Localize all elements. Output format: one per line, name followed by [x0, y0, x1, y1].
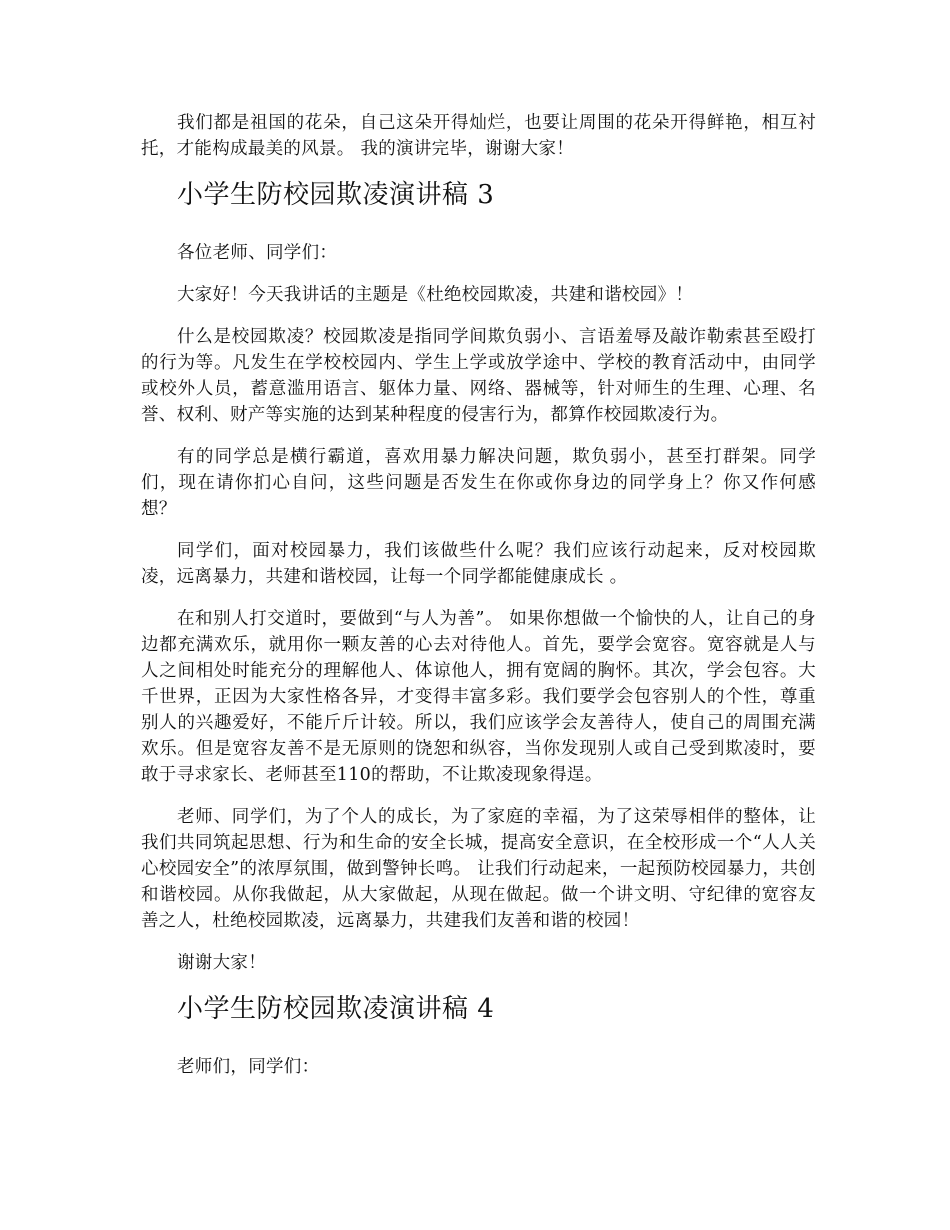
paragraph-thanks: 谢谢大家！ [177, 953, 266, 973]
paragraph-salutation: 各位老师、同学们： [177, 243, 338, 263]
paragraph-salutation-4: 老师们，同学们： [177, 1057, 320, 1077]
paragraph-closing: 我们都是祖国的花朵，自己这朵开得灿烂，也要让周围的花朵开得鲜艳，相互衬托，才能构成最美的风景。 我的演讲完毕，谢谢大家！ [141, 113, 816, 159]
paragraph-kindness: 在和别人打交道时，要做到“与人为善”。 如果你想做一个愉快的人，让自己的身边都充满欢乐，就用你一颗友善的心去对待他人。首先，要学会宽容。宽容就是人与人之间相处时能充分的理解他人、体谅他人，拥有宽阔的胸怀。其次，学会包容。大千世界，正因为大家性格各异，才变得丰富多彩。我们要学会包容别人的个性，尊重别人的兴趣爱好，不能斤斤计较。所以，我们应该学会友善待人，使自己的周围充满欢乐。但是宽容友善不是无原则的饶恕和纵容，当你发现别人或自己受到欺凌时，要敢于寻求家长、老师甚至110的帮助，不让欺凌现象得逞。 [141, 609, 816, 785]
paragraph-reflection: 有的同学总是横行霸道，喜欢用暴力解决问题，欺负弱小，甚至打群架。同学们，现在请你扪心自问，这些问题是否发生在你或你身边的同学身上？你又作何感想？ [141, 447, 816, 519]
section-title-3: 小学生防校园欺凌演讲稿 3 [177, 180, 495, 210]
section-title-4: 小学生防校园欺凌演讲稿 4 [177, 994, 495, 1024]
paragraph-definition: 什么是校园欺凌？校园欺凌是指同学间欺负弱小、言语羞辱及敲诈勒索甚至殴打的行为等。凡发生在学校校园内、学生上学或放学途中、学校的教育活动中，由同学或校外人员，蓄意滥用语言、躯体力量、网络、器械等，针对师生的生理、心理、名誉、权利、财产等实施的达到某种程度的侵害行为，都算作校园欺凌行为。 [141, 327, 816, 425]
paragraph-greeting: 大家好！今天我讲话的主题是《杜绝校园欺凌，共建和谐校园》！ [177, 285, 694, 305]
document-content [141, 110, 816, 1096]
paragraph-call-to-action: 老师、同学们，为了个人的成长，为了家庭的幸福，为了这荣辱相伴的整体，让我们共同筑起思想、行为和生命的安全长城，提高安全意识，在全校形成一个“人人关心校园安全”的浓厚氛围，做到警钟长鸣。 让我们行动起来，一起预防校园暴力，共创和谐校园。从你我做起，从大家做起，从现在做起。做一个讲文明、守纪律的宽容友善之人，杜绝校园欺凌，远离暴力，共建我们友善和谐的校园！ [141, 807, 816, 931]
paragraph-action: 同学们，面对校园暴力，我们该做些什么呢？我们应该行动起来，反对校园欺凌，远离暴力，共建和谐校园，让每一个同学都能健康成长 。 [141, 541, 816, 587]
